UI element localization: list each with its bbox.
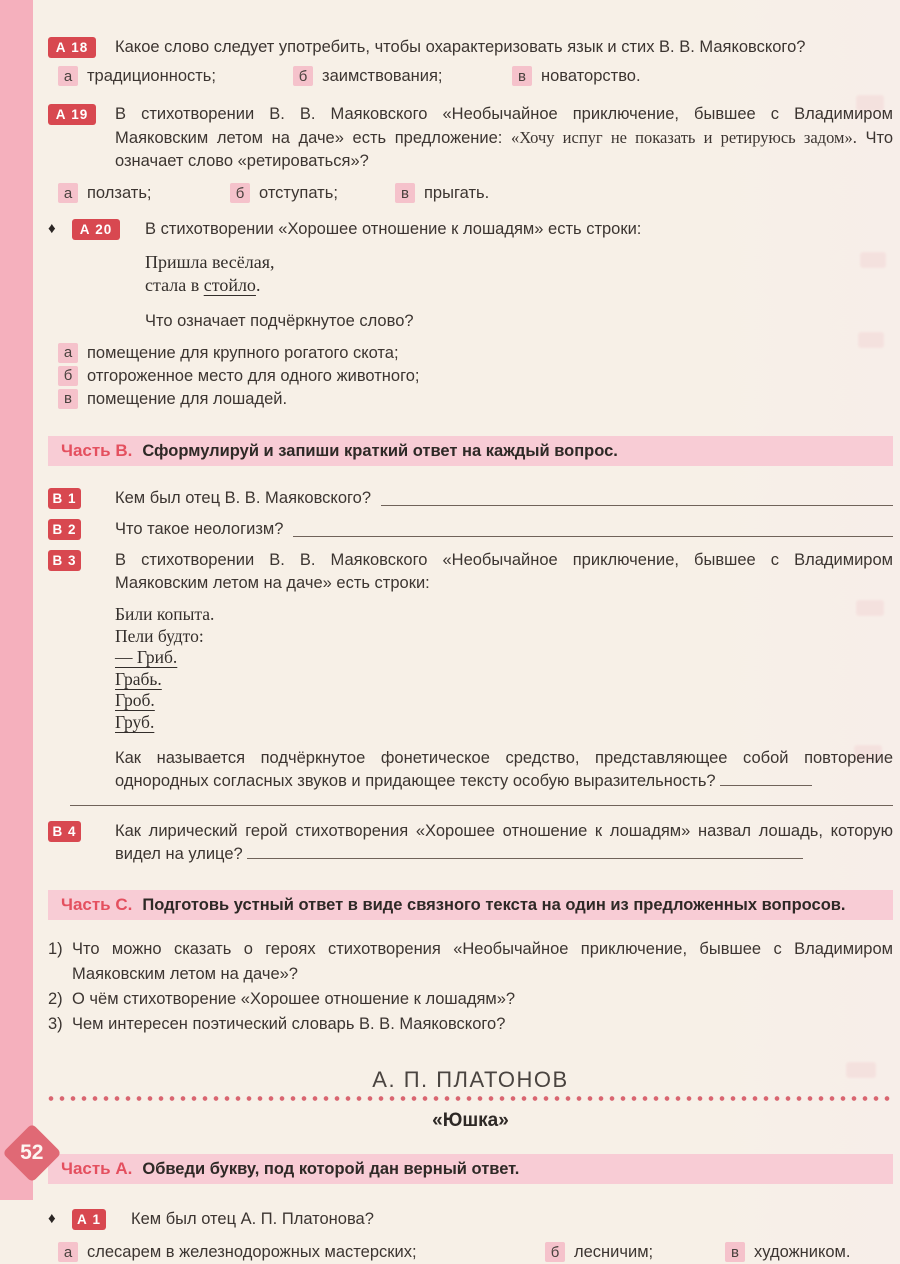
- option-letter-badge: б: [58, 366, 78, 386]
- answer-blank-b4: [247, 845, 803, 859]
- option-label: лесничим;: [574, 1243, 654, 1261]
- question-prompt-b3: [115, 747, 893, 793]
- dotted-divider: [48, 1095, 893, 1102]
- option-letter-badge: в: [512, 66, 532, 86]
- option-label: ползать;: [87, 184, 152, 202]
- option-letter-badge: б: [545, 1242, 565, 1262]
- option-label: заимствования;: [322, 67, 443, 85]
- question-badge-a1: А 1: [72, 1209, 106, 1230]
- option-a19-b: [230, 182, 395, 205]
- options-a19: [48, 182, 893, 205]
- section-banner-part-b: [48, 436, 893, 466]
- page-number: 52: [20, 1140, 44, 1164]
- question-text: Как называется подчёркнутое фонетическое средство, представляющее собой повторение однородных согласных звуков и придающее тексту особую выразительность?: [115, 749, 893, 790]
- question-b1: [48, 487, 893, 510]
- option-label: прыгать.: [424, 184, 490, 202]
- question-text: Как лирический герой стихотворения «Хорошее отношение к лошадям» назвал лошадь,: [115, 822, 823, 840]
- quoted-verse: «Хочу испуг не показать и ретируюсь задом».: [511, 128, 857, 147]
- question-text: которую видел на улице?: [115, 822, 893, 863]
- option-label: отгороженное место для одного животного;: [87, 367, 420, 385]
- option-a19-v: [395, 182, 893, 205]
- list-item: [48, 987, 893, 1012]
- question-text-b4: [115, 820, 893, 866]
- question-badge-b3: В 3: [48, 550, 81, 571]
- question-text-a1: Кем был отец А. П. Платонова?: [131, 1210, 374, 1228]
- verse-quote-a20: [145, 251, 893, 297]
- option-letter-badge: б: [230, 183, 250, 203]
- diamond-marker-icon: ♦: [48, 1210, 56, 1227]
- list-item: [48, 1012, 893, 1037]
- option-label: художником.: [754, 1243, 851, 1261]
- option-a1-a: [58, 1241, 545, 1264]
- section-label: Часть А.: [61, 1159, 133, 1178]
- question-text-a18: Какое слово следует употребить, чтобы охарактеризовать язык и стих В. В. Маяковского?: [115, 38, 806, 56]
- option-label: помещение для крупного рогатого скота;: [87, 344, 399, 362]
- question-badge-a20: А 20: [72, 219, 120, 240]
- question-text-a19: [115, 103, 893, 173]
- section-instruction: Сформулируй и запиши краткий ответ на каждый вопрос.: [142, 441, 618, 460]
- verse-line-underlined: Гроб.: [115, 690, 155, 710]
- question-text-sans: Что означает слово «ретироваться»?: [115, 129, 893, 170]
- question-a18: [48, 36, 893, 59]
- answer-blank-b3-line: [70, 805, 893, 806]
- list-item-text: Чем интересен поэтический словарь В. В. Маяковского?: [72, 1015, 506, 1033]
- answer-blank-b3-start: [720, 772, 812, 786]
- question-badge-a19: А 19: [48, 104, 96, 125]
- question-b3: [48, 549, 893, 595]
- section-label: Часть С.: [61, 895, 133, 914]
- option-letter-badge: а: [58, 343, 78, 363]
- part-c-question-list: [48, 937, 893, 1037]
- question-badge-b1: В 1: [48, 488, 81, 509]
- option-label: отступать;: [259, 184, 338, 202]
- list-item-number: 1): [48, 940, 63, 958]
- section-label: Часть В.: [61, 441, 133, 460]
- question-a20: [48, 218, 893, 241]
- option-a18-b: [293, 65, 512, 88]
- section-banner-part-c: [48, 890, 893, 920]
- option-letter-badge: а: [58, 66, 78, 86]
- option-a20-a: [58, 342, 893, 364]
- section-instruction: Подготовь устный ответ в виде связного текста на один из предложенных вопросов.: [142, 895, 846, 914]
- question-prompt-a20: Что означает подчёркнутое слово?: [145, 312, 414, 330]
- option-letter-badge: в: [725, 1242, 745, 1262]
- answer-blank-b1: [381, 487, 893, 506]
- option-a1-v: [725, 1241, 893, 1264]
- list-item-text: О чём стихотворение «Хорошее отношение к лошадям»?: [72, 990, 516, 1008]
- option-a18-v: [512, 65, 893, 88]
- verse-line: Пели будто:: [115, 625, 204, 646]
- chapter-author-heading: А. П. ПЛАТОНОВ: [372, 1067, 569, 1092]
- list-item-number: 2): [48, 990, 63, 1008]
- page-left-band: [0, 0, 33, 1200]
- question-badge-b2: В 2: [48, 519, 81, 540]
- verse-line: Били копыта.: [115, 604, 215, 624]
- verse-line-underlined: Грабь.: [115, 668, 162, 689]
- verse-line: Пришла весёлая,: [145, 252, 275, 272]
- verse-line-underlined: Груб.: [115, 711, 155, 732]
- list-item-text: Что можно сказать о героях стихотворения «Необычайное приключение, бывшее с Владимиром Маяковским летом на даче»?: [72, 940, 893, 983]
- section-banner-part-a: [48, 1154, 893, 1184]
- question-text-sans: В стихотворении В. В. Маяковского «Необычайное приключение, бывшее с Владимиром Маяковским летом на даче» есть предложение:: [115, 105, 893, 147]
- answer-blank-b2: [293, 518, 893, 537]
- verse-line-underlined: — Гриб.: [115, 647, 178, 667]
- question-b2: [48, 518, 893, 541]
- option-label: помещение для лошадей.: [87, 390, 288, 408]
- question-text-b1: Кем был отец В. В. Маяковского?: [115, 489, 372, 507]
- option-label: традиционность;: [87, 67, 216, 85]
- section-instruction: Обведи букву, под которой дан верный ответ.: [142, 1159, 520, 1178]
- question-text-b2: Что такое неологизм?: [115, 520, 284, 538]
- option-a20-v: [58, 388, 893, 410]
- option-a1-b: [545, 1241, 725, 1264]
- work-title-heading: «Юшка»: [432, 1110, 509, 1131]
- verse-text: стала в: [145, 275, 204, 295]
- option-letter-badge: а: [58, 183, 78, 203]
- option-a19-a: [58, 182, 230, 205]
- options-a20: [48, 342, 893, 410]
- page-content: [48, 0, 893, 1264]
- underlined-word: стойло: [203, 275, 256, 295]
- question-badge-b4: В 4: [48, 821, 81, 842]
- verse-line: [145, 274, 893, 297]
- option-label: слесарем в железнодорожных мастерских;: [87, 1243, 417, 1261]
- question-badge-a18: А 18: [48, 37, 96, 58]
- option-letter-badge: в: [395, 183, 415, 203]
- question-b4: [48, 820, 893, 866]
- option-label: новаторство.: [541, 67, 641, 85]
- question-a19: [48, 103, 893, 173]
- list-item: [48, 937, 893, 987]
- option-letter-badge: б: [293, 66, 313, 86]
- option-a20-b: [58, 365, 893, 387]
- options-a1: [48, 1241, 893, 1264]
- diamond-marker-icon: ♦: [48, 220, 56, 237]
- option-letter-badge: а: [58, 1242, 78, 1262]
- list-item-number: 3): [48, 1015, 63, 1033]
- options-a18: [48, 65, 893, 88]
- verse-text: .: [255, 275, 261, 295]
- verse-quote-b3: [115, 604, 893, 733]
- option-a18-a: [58, 65, 293, 88]
- question-a1: [48, 1208, 893, 1231]
- question-text-a20: В стихотворении «Хорошее отношение к лошадям» есть строки:: [145, 220, 642, 238]
- question-text-b3: В стихотворении В. В. Маяковского «Необычайное приключение, бывшее с Владимиром Маяковским летом на даче» есть строки:: [115, 551, 893, 592]
- option-letter-badge: в: [58, 389, 78, 409]
